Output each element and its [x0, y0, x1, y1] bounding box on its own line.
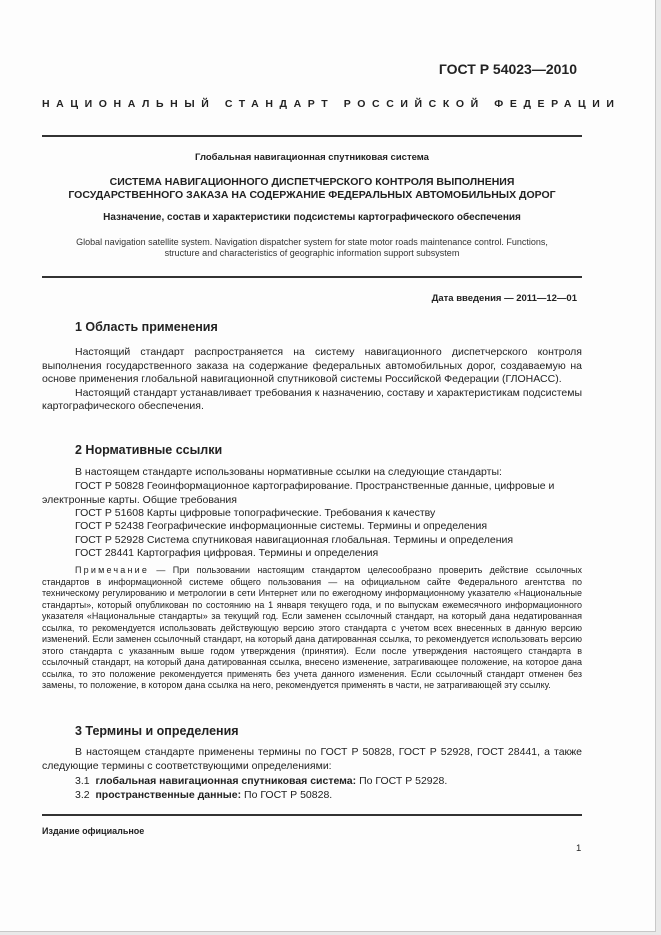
reference-gost-52438: ГОСТ Р 52438 Географические информационные системы. Термины и определения: [75, 520, 488, 532]
title-line-1: СИСТЕМА НАВИГАЦИОННОГО ДИСПЕТЧЕРСКОГО КОНТРОЛЯ ВЫПОЛНЕНИЯ: [109, 176, 515, 188]
note-text: — При пользовании настоящим стандартом целесообразно проверить действие ссылочных стандартов в информационной системе общего пользования — на официальном сайте Федерального агентства по техническому регулированию и метрологии в сети Интернет или по ежегодному информационному указателю «Национальные стандарты», который опубликован по состоянию на 1 января текущего года, и по выпускам ежемесячного информационного указателя «Национальные стандарты» за текущий год. Если заменен ссылочный стандарт, на который дана недатированная ссылка, то рекомендуется использовать действующую версию этого стандарта с учетом всех внесенных в данную версию изменений. Если заменен ссылочный стандарт, на который дана датированная ссылка, то рекомендуется использовать версию этого стандарта с указанным выше годом утверждения (принятия). Если после утверждения настоящего стандарта в ссылочный стандарт, на который дана датированная ссылка, внесено изменение, затрагивающее положение, на которое дана ссылка, то это положение рекомендуется применять без учета данного изменения. Если ссылочный стандарт отменен без замены, то положение, в котором дана ссылка на него, рекомендуется применять в части, не затрагивающей эту ссылку.: [42, 565, 582, 690]
english-title-line-1: Global navigation satellite system. Navigation dispatcher system for state motor roads maintenance control. Functions,: [76, 237, 548, 247]
references-intro: В настоящем стандарте использованы нормативные ссылки на следующие стандарты:: [75, 466, 502, 478]
footer-divider: [42, 814, 582, 816]
document-subtitle: Назначение, состав и характеристики подсистемы картографического обеспечения: [103, 212, 521, 223]
term-3-1: [75, 775, 447, 787]
term-3-1-number: 3.1: [75, 775, 90, 787]
reference-gost-50828-continued: электронные карты. Общие требования: [42, 494, 237, 506]
english-title: [42, 237, 582, 259]
reference-gost-52928: ГОСТ Р 52928 Система спутниковая навигационная глобальная. Термины и определения: [75, 534, 514, 546]
doc-number: ГОСТ Р 54023—2010: [438, 61, 577, 77]
title-divider: [42, 276, 582, 278]
term-3-2-definition: По ГОСТ Р 50828.: [241, 789, 333, 801]
section-1-paragraph-1: Настоящий стандарт распространяется на систему навигационного диспетчерского контроля выполнения государственного заказа на содержание федеральных автомобильных дорог, создаваемую на основе применения глобальной навигационной спутниковой системы Российской Федерации (ГЛОНАСС).: [42, 346, 582, 385]
term-3-1-definition: По ГОСТ Р 52928.: [356, 775, 448, 787]
term-3-2-name: пространственные данные:: [95, 789, 242, 801]
national-standard-heading: НАЦИОНАЛЬНЫЙ СТАНДАРТ РОССИЙСКОЙ ФЕДЕРАЦИИ: [42, 98, 621, 110]
note-label: Примечание: [75, 565, 150, 575]
document-title: [42, 176, 582, 202]
reference-gost-50828: ГОСТ Р 50828 Геоинформационное картографирование. Пространственные данные, цифровые и: [75, 480, 555, 492]
section-2-heading: 2 Нормативные ссылки: [75, 443, 223, 457]
page-number: 1: [576, 843, 582, 854]
section-1-heading: 1 Область применения: [75, 320, 218, 334]
system-name: Глобальная навигационная спутниковая система: [195, 152, 429, 163]
term-3-2-number: 3.2: [75, 789, 90, 801]
intro-date: Дата введения — 2011—12—01: [431, 293, 577, 304]
section-1-body: [42, 346, 582, 414]
section-3-heading: 3 Термины и определения: [75, 724, 239, 738]
term-3-1-name: глобальная навигационная спутниковая система:: [95, 775, 357, 787]
section-1-paragraph-2: Настоящий стандарт устанавливает требования к назначению, составу и характеристикам подсистемы картографического обеспечения.: [42, 386, 582, 412]
references-note: [42, 565, 582, 692]
english-title-line-2: structure and characteristics of geographic information support subsystem: [164, 248, 460, 258]
term-3-2: [75, 789, 332, 801]
top-divider: [42, 135, 582, 137]
reference-gost-51608: ГОСТ Р 51608 Карты цифровые топографические. Требования к качеству: [75, 507, 436, 519]
official-edition-label: Издание официальное: [42, 826, 145, 836]
section-3-intro: В настоящем стандарте применены термины по ГОСТ Р 50828, ГОСТ Р 52928, ГОСТ 28441, а также следующие термины с соответствующими определениями:: [42, 746, 582, 772]
title-line-2: ГОСУДАРСТВЕННОГО ЗАКАЗА НА СОДЕРЖАНИЕ ФЕДЕРАЛЬНЫХ АВТОМОБИЛЬНЫХ ДОРОГ: [68, 189, 556, 201]
reference-gost-28441: ГОСТ 28441 Картография цифровая. Термины и определения: [75, 547, 379, 559]
